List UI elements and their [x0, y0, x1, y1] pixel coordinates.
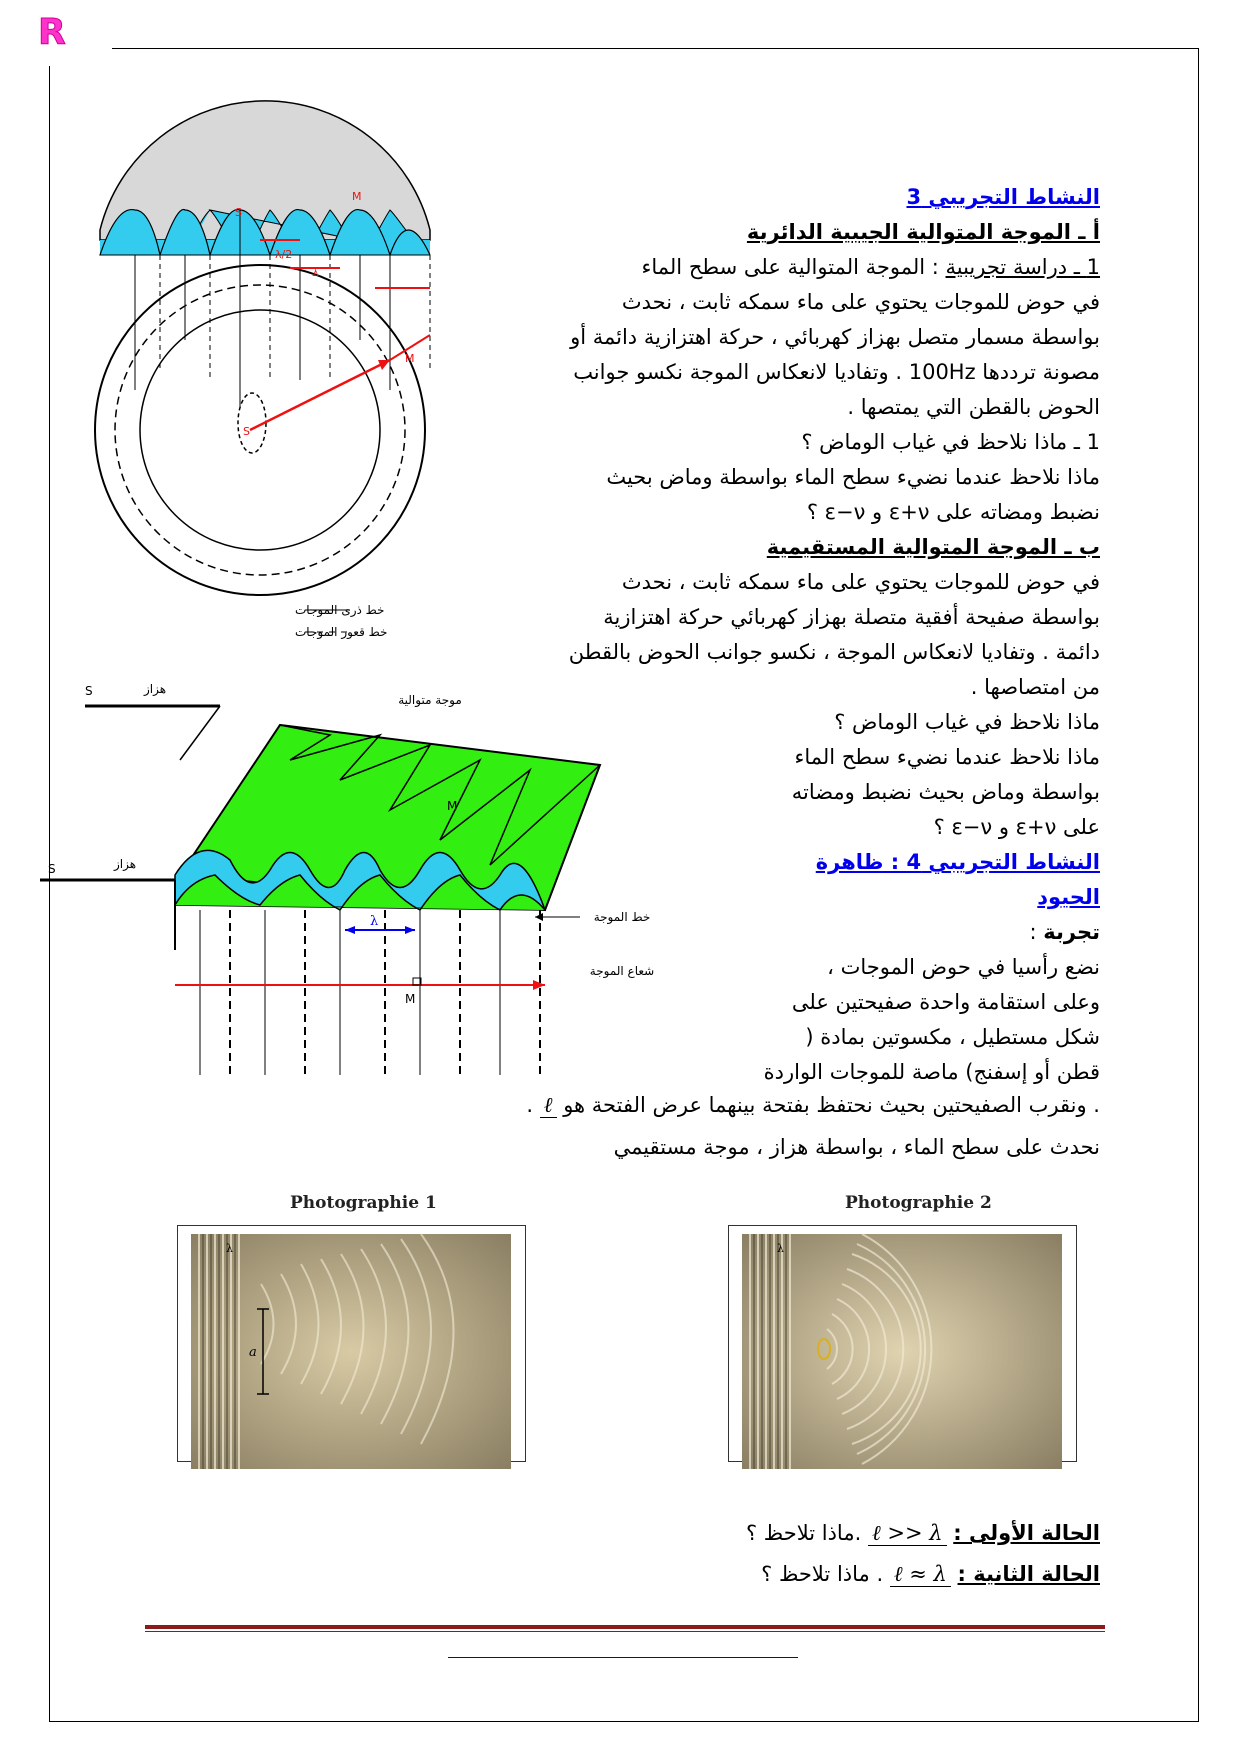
case2-question: . ماذا تلاحظ ؟ [761, 1562, 890, 1586]
label-s-top-2: S [85, 684, 93, 698]
label-wave-line: خط الموجة [593, 910, 651, 924]
activity3-line-1 [540, 250, 1100, 285]
photo2-image [742, 1234, 1062, 1469]
frame-right-line [1198, 48, 1199, 1722]
section-b-line-4: من امتصاصها . [970, 675, 1100, 699]
activity4-title-1[interactable]: النشاط التجريبي 4 : ظاهرة [815, 850, 1100, 874]
label-vibrator-bottom: هزاز [113, 857, 137, 871]
label-s-top: S [235, 206, 242, 219]
case2-label: الحالة الثانية : [957, 1562, 1100, 1586]
experiment-label: تجربة [1043, 920, 1100, 944]
activity4-wide-line-1 [526, 1093, 1100, 1118]
activity4-title-2[interactable]: الحيود [1037, 885, 1100, 909]
activity4-wide-line-2: نحدث على سطح الماء ، بواسطة هزاز ، موجة مستقيمي [613, 1135, 1100, 1159]
footer-link-line[interactable] [448, 1657, 798, 1658]
activity4-line-4: قطن أو إسفنج) ماصة للموجات الواردة [763, 1060, 1100, 1084]
experimental-study-label: 1 ـ دراسة تجريبية [945, 255, 1100, 279]
case1-math: ℓ >> λ [868, 1521, 947, 1546]
photo1-label-a: a [249, 1345, 257, 1360]
label-m-top: M [352, 190, 362, 203]
activity3-line-3: بواسطة مسمار متصل بهزاز كهربائي ، حركة اهتزازية دائمة أو [570, 325, 1100, 349]
case1-label: الحالة الأولى : [953, 1521, 1100, 1545]
circular-wave-diagram [90, 140, 450, 650]
logo: R [38, 12, 66, 53]
frame-top-line [112, 48, 1198, 49]
case2-math: ℓ ≈ λ [890, 1562, 951, 1587]
section-b-line-5: ماذا نلاحظ في غياب الوماض ؟ [834, 710, 1100, 734]
legend-crest: خط ذرى الموجات [295, 603, 385, 617]
opening-width-symbol: ℓ [540, 1093, 557, 1118]
label-s-bottom-2: S [48, 862, 56, 876]
frame-bottom-line [49, 1721, 1199, 1722]
label-m-ray: M [405, 992, 416, 1006]
case1-line [746, 1521, 1100, 1546]
experiment-colon: : [1029, 920, 1044, 944]
footer-rule-thick [145, 1625, 1105, 1629]
section-b-line-2: بواسطة صفيحة أفقية متصلة بهزاز كهربائي حركة اهتزازية [603, 605, 1100, 629]
section-b-line-6: ماذا نلاحظ عندما نضيء سطح الماء [794, 745, 1100, 769]
case2-line [761, 1562, 1100, 1587]
activity3-line-4: مصونة ترددها 100Hz . وتفاديا لانعكاس الموجة نكسو جوانب [573, 360, 1100, 384]
label-lambda-2: λ [370, 914, 379, 929]
legend-trough: خط قعور الموجات [295, 625, 388, 639]
footer-rule-thin [145, 1631, 1105, 1632]
label-lambda: λ [312, 266, 319, 279]
section-b-line-1: في حوض للموجات يحتوي على ماء سمكه ثابت ، نحدث [621, 570, 1100, 594]
activity4-line-3: شكل مستطيل ، مكسوتين بمادة ( [805, 1025, 1100, 1049]
label-progressive-wave: موجة متوالية [398, 693, 462, 707]
label-half-lambda: λ/2 [275, 248, 293, 261]
label-vibrator-top: هزاز [143, 682, 167, 696]
photo2-frame [728, 1225, 1077, 1462]
wide-line-1-text: . ونقرب الصفيحتين بحيث نحتفظ بفتحة بينهما عرض الفتحة هو [563, 1093, 1100, 1117]
label-s-center: S [243, 425, 250, 438]
section-a-title: أ ـ الموجة المتوالية الجيبية الدائرية [746, 220, 1100, 244]
activity3-line-7: ماذا نلاحظ عندما نضيء سطح الماء بواسطة وماض بحيث [606, 465, 1100, 489]
photo2-caption: Photographie 2 [845, 1193, 992, 1213]
activity4-line-2: وعلى استقامة واحدة صفيحتين على [791, 990, 1100, 1014]
photo1-frame [177, 1225, 526, 1462]
wide-line-1-end: . [526, 1093, 540, 1117]
label-m-slab: M [447, 799, 458, 813]
section-b-title: ب ـ الموجة المتوالية المستقيمية [766, 535, 1100, 559]
photo1-label-lambda: λ [226, 1242, 233, 1255]
photo2-label-lambda: λ [777, 1242, 784, 1255]
photo1-caption: Photographie 1 [290, 1193, 437, 1213]
activity4-block [680, 845, 1100, 1090]
activity3-line-5: الحوض بالقطن التي يمتصها . [847, 395, 1100, 419]
activity3-line-8: نضبط ومضاته على ε+ν و ε−ν ؟ [806, 500, 1100, 524]
section-b-line-7: بواسطة وماض بحيث نضبط ومضاته [791, 780, 1100, 804]
photo1-image [191, 1234, 511, 1469]
experiment-heading [680, 915, 1100, 950]
section-b-line-8: على ε+ν و ε−ν ؟ [933, 815, 1100, 839]
activity3-title[interactable]: النشاط التجريبي 3 [906, 185, 1100, 209]
section-b-line-3: دائمة . وتفاديا لانعكاس الموجة ، نكسو جوانب الحوض بالقطن [568, 640, 1100, 664]
activity3-block [540, 180, 1100, 845]
experimental-study-text: : الموجة المتوالية على سطح الماء [641, 255, 946, 279]
label-wave-ray: شعاع الموجة [589, 964, 655, 978]
label-m-right: M [405, 352, 415, 365]
activity3-line-6: 1 ـ ماذا نلاحظ في غياب الوماض ؟ [801, 430, 1100, 454]
case1-question: .ماذا تلاحظ ؟ [745, 1521, 868, 1545]
activity4-line-1: نضع رأسيا في حوض الموجات ، [827, 955, 1100, 979]
activity3-line-2: في حوض للموجات يحتوي على ماء سمكه ثابت ، نحدث [621, 290, 1100, 314]
